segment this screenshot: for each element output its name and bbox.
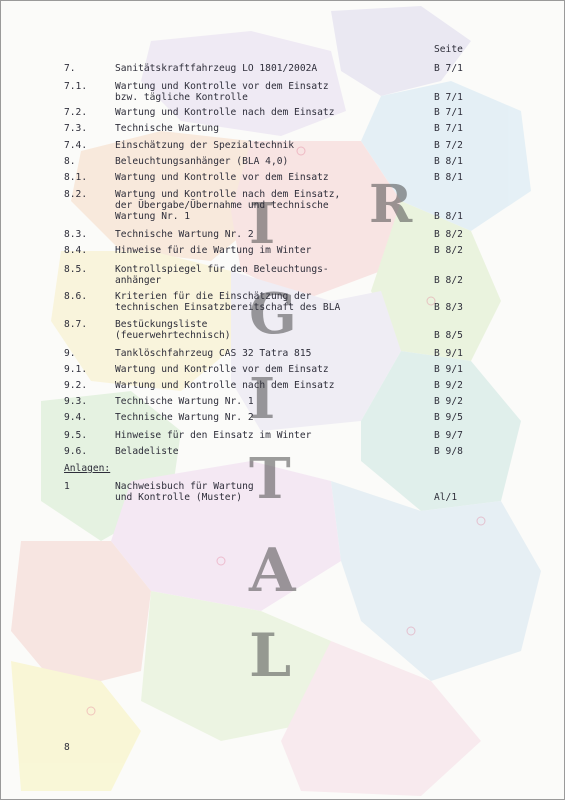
toc-page: B 8/1 — [434, 156, 463, 167]
toc-title: Tanklöschfahrzeug CAS 32 Tatra 815 — [115, 348, 312, 359]
toc-number: 7.3. — [64, 123, 88, 134]
table-of-contents — [1, 1, 565, 800]
watermark-letter: I — [249, 191, 276, 257]
toc-number: 9.1. — [64, 364, 88, 375]
page-column-header: Seite — [434, 44, 463, 55]
toc-number: 8.3. — [64, 229, 88, 240]
watermark-letter: I — [249, 366, 276, 432]
toc-title: Wartung und Kontrolle nach dem Einsatz — [115, 380, 335, 391]
attachment-title: Nachweisbuch für Wartung und Kontrolle (Muster) — [115, 481, 254, 503]
toc-page: B 8/2 — [434, 245, 463, 256]
attachments-heading: Anlagen: — [64, 463, 111, 474]
toc-title: Hinweise für die Wartung im Winter — [115, 245, 312, 256]
toc-title: Beleuchtungsanhänger (BLA 4,0) — [115, 156, 289, 167]
toc-number: 7.1. — [64, 81, 88, 92]
toc-page: B 8/5 — [434, 330, 463, 341]
toc-title: Technische Wartung — [115, 123, 219, 134]
toc-title: Kontrollspiegel für den Beleuchtungs- anhänger — [115, 264, 329, 286]
toc-page: B 9/2 — [434, 396, 463, 407]
toc-number: 9.5. — [64, 430, 88, 441]
watermark-letter: L — [249, 621, 292, 691]
toc-page: B 8/2 — [434, 229, 463, 240]
toc-page: B 8/2 — [434, 275, 463, 286]
toc-page: B 7/2 — [434, 140, 463, 151]
toc-page: B 9/5 — [434, 412, 463, 423]
toc-page: B 7/1 — [434, 107, 463, 118]
toc-title: Wartung und Kontrolle vor dem Einsatz bzw. tägliche Kontrolle — [115, 81, 329, 103]
toc-number: 9. — [64, 348, 76, 359]
watermark-letter: A — [249, 536, 296, 606]
page-number: 8 — [64, 742, 70, 753]
toc-page: B 9/1 — [434, 364, 463, 375]
toc-page: B 9/7 — [434, 430, 463, 441]
toc-page: B 8/1 — [434, 211, 463, 222]
toc-title: Kriterien für die Einschätzung der technischen Einsatzbereitschaft des BLA — [115, 291, 341, 313]
toc-title: Technische Wartung Nr. 1 — [115, 396, 254, 407]
toc-title: Technische Wartung Nr. 2 — [115, 229, 254, 240]
toc-page: B 9/8 — [434, 446, 463, 457]
toc-number: 8.4. — [64, 245, 88, 256]
toc-number: 7. — [64, 63, 76, 74]
watermark-letter: R — [369, 174, 413, 235]
attachment-page: Al/1 — [434, 492, 458, 503]
toc-title: Wartung und Kontrolle vor dem Einsatz — [115, 364, 329, 375]
toc-number: 9.4. — [64, 412, 88, 423]
toc-number: 8.7. — [64, 319, 88, 330]
toc-number: 8. — [64, 156, 76, 167]
toc-title: Wartung und Kontrolle nach dem Einsatz — [115, 107, 335, 118]
toc-title: Bestückungsliste (feuerwehrtechnisch) — [115, 319, 231, 341]
toc-page: B 7/1 — [434, 92, 463, 103]
toc-number: 8.1. — [64, 172, 88, 183]
toc-number: 9.2. — [64, 380, 88, 391]
watermark-letter: G — [249, 281, 297, 347]
watermark-letter: T — [249, 446, 291, 512]
toc-number: 7.2. — [64, 107, 88, 118]
toc-page: B 7/1 — [434, 123, 463, 134]
toc-title: Einschätzung der Spezialtechnik — [115, 140, 295, 151]
toc-number: 9.6. — [64, 446, 88, 457]
toc-title: Wartung und Kontrolle nach dem Einsatz, der Übergabe/Übernahme und technische Wartung Nr. 1 — [115, 189, 341, 222]
toc-number: 9.3. — [64, 396, 88, 407]
toc-number: 8.2. — [64, 189, 88, 200]
toc-page: B 7/1 — [434, 63, 463, 74]
toc-number: 8.5. — [64, 264, 88, 275]
toc-page: B 8/1 — [434, 172, 463, 183]
toc-page: B 8/3 — [434, 302, 463, 313]
toc-page: B 9/2 — [434, 380, 463, 391]
toc-title: Hinweise für den Einsatz im Winter — [115, 430, 312, 441]
toc-title: Wartung und Kontrolle vor dem Einsatz — [115, 172, 329, 183]
attachment-number: 1 — [64, 481, 70, 492]
toc-number: 7.4. — [64, 140, 88, 151]
toc-number: 8.6. — [64, 291, 88, 302]
toc-title: Beladeliste — [115, 446, 179, 457]
toc-title: Sanitätskraftfahrzeug LO 1801/2002A — [115, 63, 318, 74]
toc-page: B 9/1 — [434, 348, 463, 359]
toc-title: Technische Wartung Nr. 2 — [115, 412, 254, 423]
